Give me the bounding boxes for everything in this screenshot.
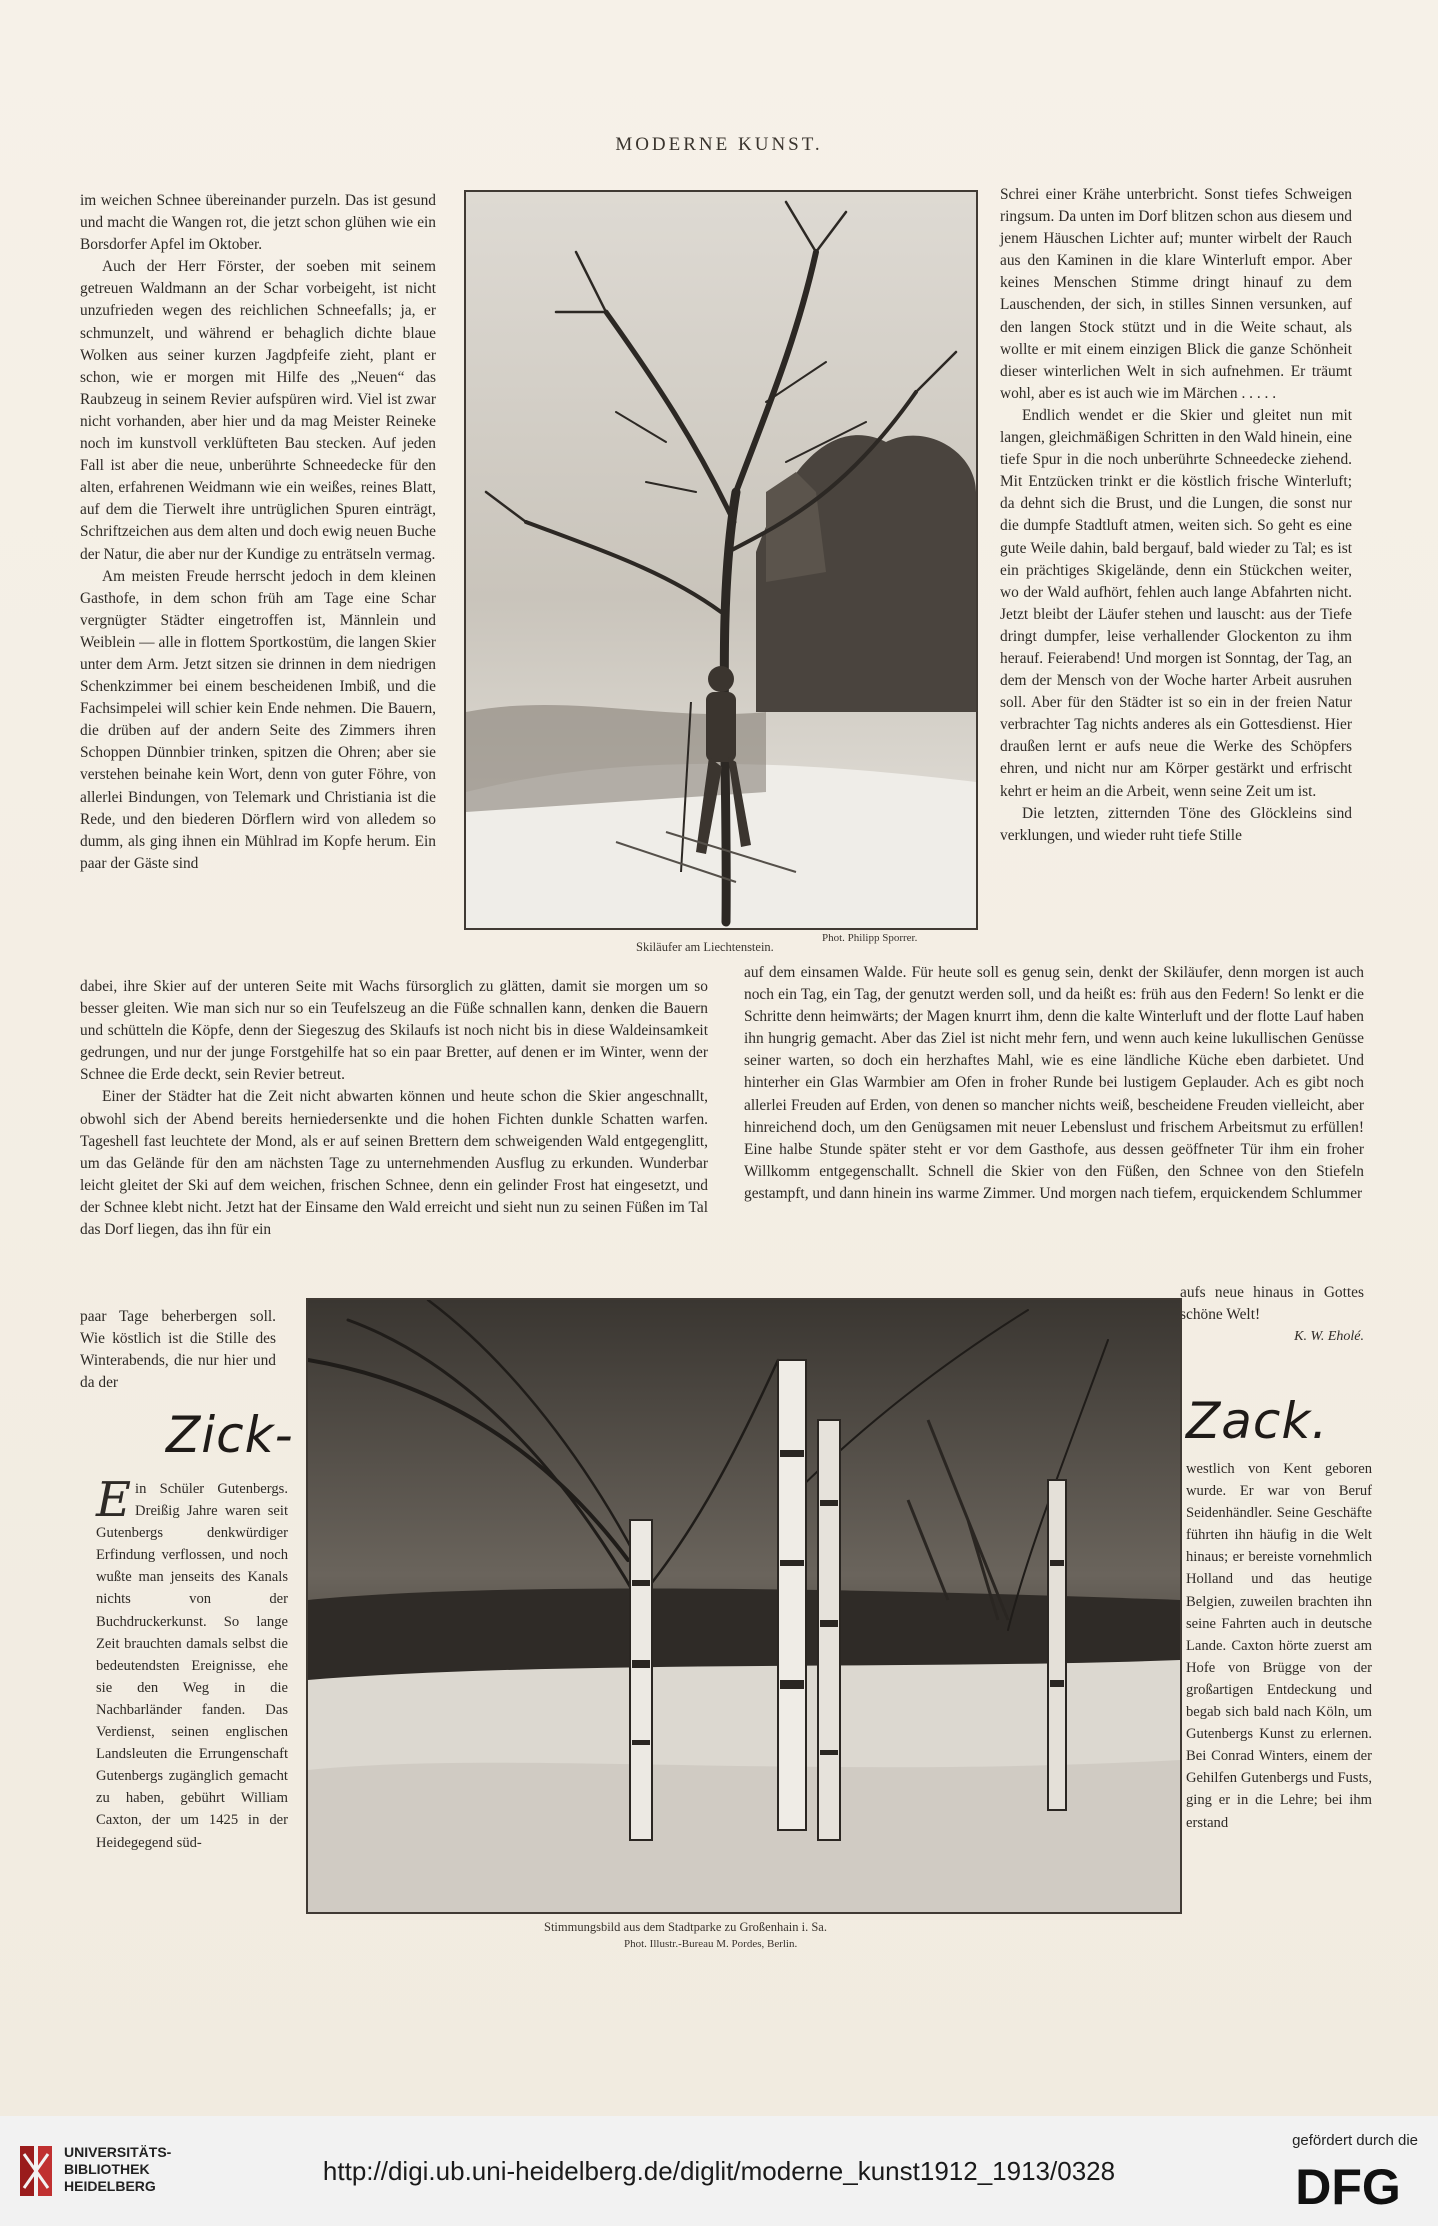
paragraph: paar Tage beherbergen soll. Wie köstlich ist die Stille des Winterabends, die nur hier und da der (80, 1308, 276, 1392)
paragraph: Auch der Herr Förster, der soeben mit seinem getreuen Waldmann an der Schar vorbeigeht, ist nicht unzufrieden wegen des reichlichen Schneefalls; ja, er schmunzelt, und während er behaglich dichte blaue Wolken aus seiner kurzen Jagdpfeife zieht, plant er schon, wie er morgen mit Hilfe des „Neuen“ das Raubzeug in seinem Revier aufspüren wird. Viel ist zwar nicht vorhanden, aber hier und da mag Meister Reineke noch im kunstvoll verklüfteten Bau stecken. Auf jeden Fall ist aber die neue, unberührte Schneedecke für den alten, erfahrenen Weidmann wie ein weißes, reines Blatt, auf dem die Tierwelt ihre untrüglichen Spuren einträgt, Schriftzeichen aus dem alten und doch ewig neuen Buche der Natur, die aber nur der Kundige zu enträtseln vermag. (80, 258, 436, 563)
paragraph: dabei, ihre Skier auf der unteren Seite mit Wachs fürsorglich zu glätten, damit sie morgen um so besser gleiten. Wie man sich nur so ein Teufelszeug an die Füße schnallen kann, denken die Bauern und schütteln die Köpfe, denn der Siegeszug des Skilaufs ist noch nicht bis in diese Waldeinsamkeit gedrungen, und nur der junge Forstgehilfe hat so ein paar Bretter, auf denen er im Winter, wenn der Schnee die Erde deckt, sein Revier betreut. (80, 978, 708, 1084)
skier-photo (464, 190, 978, 930)
zickzack-title-right: Zack. (1186, 1392, 1329, 1450)
article-left-short-text (80, 1306, 276, 1394)
page-header: MODERNE KUNST. (615, 134, 823, 155)
paragraph: Endlich wendet er die Skier und gleitet nun mit langen, gleichmäßigen Schritten in den Wald hinein, eine tiefe Spur in die noch unberührte Schneedecke ziehend. Mit Entzücken trinkt er die köstlich frische Winterluft; da dehnt sich die Brust, und die Lungen, die sonst nur die dumpfe Stadtluft atmen, weiten sich. So geht es eine gute Weile dahin, bald bergauf, bald wieder zu Tal; es ist ein prächtiges Skigelände, denn ein Stückchen weiter, wo der Wald aufhört, fehlen auch lange Abfahrten nicht. Jetzt bleibt der Läufer stehen und lauscht: aus der Tiefe dringt dumpfer, leise verhallender Glockenton zu ihm herauf. Feierabend! Und morgen ist Sonntag, der Tag, an dem der Mensch von der Woche harter Arbeit ausruhen soll. Aber für den Städter ist so ein in der freien Natur verbrachter Tag nichts anderes als ein Gottesdienst. Hier draußen lernt er aufs neue die Werke des Schöpfers ehren, und nicht nur am Körper gestärkt und erfrischt kehrt er heim an die Arbeit, wenn seine Zeit um ist. (1000, 406, 1352, 800)
author-signature: K. W. Eholé. (1294, 1329, 1364, 1345)
zickzack-left-text: in Schüler Gutenbergs. Dreißig Jahre waren seit Gutenbergs denkwürdiger Erfindung verflossen, und noch wußte man jenseits des Kanals nichts von der Buchdruckerkunst. So lange Zeit brauchten damals selbst die bedeutendsten Ereignisse, ehe sie den Weg in die Nachbarländer fanden. Das Verdienst, seinen englischen Landsleuten die Errungenschaft Gutenbergs zugänglich gemacht zu haben, gebührt William Caxton, der um 1425 in der Heidegegend süd- (96, 1481, 288, 1851)
skier-photo-image (466, 192, 976, 928)
article-right-short-text (1180, 1282, 1364, 1348)
birch-park-photo (306, 1298, 1182, 1914)
zickzack-left-column (96, 1472, 288, 1854)
article-left-column (80, 190, 436, 875)
decorative-initial: E (96, 1472, 132, 1528)
article-right-column (1000, 184, 1352, 847)
zickzack-right-column (1186, 1458, 1372, 1834)
permalink-url[interactable]: http://digi.ub.uni-heidelberg.de/diglit/moderne_kunst1912_1913/0328 (322, 2156, 1116, 2186)
dfg-logo-text: DFG (1295, 2159, 1401, 2212)
footer-bar (0, 2116, 1438, 2226)
zickzack-title-left: Zick- (166, 1406, 294, 1464)
paragraph: Einer der Städter hat die Zeit nicht abwarten können und heute schon die Skier angeschnallt, obwohl sich der Abend bereits herniedersenkte und die hohen Fichten dunkle Schatten warfen. Tageshell fast leuchtete der Mond, als er auf seinen Brettern dem schweigenden Wald entgegenglitt, um das Gelände für den am nächsten Tage zu unternehmenden Ausflug zu erkunden. Wunderbar leicht gleitet der Ski auf dem weichen, frischen Schnee, denn ein gelinder Frost hat eingesetzt, und der Schnee klebt nicht. Jetzt hat der Einsame den Wald erreicht und sieht nun zu seinen Füßen im Tal das Dorf liegen, das ihn für ein (80, 1088, 708, 1239)
paragraph: auf dem einsamen Walde. Für heute soll es genug sein, denkt der Skiläufer, denn morgen ist auch noch ein Tag, ein Tag, der genutzt werden soll, und da heißt es: früh aus den Federn! So lenkt er die Schritte denn heimwärts; der Magen knurrt ihm, denn die kalte Winterluft und der flotte Lauf haben ihn hungrig gemacht. Aber das Ziel ist nicht mehr fern, und wenn auch keine lukullischen Genüsse seiner warten, so doch ein herzhaftes Mahl, wie es eine ländliche Küche eben darbietet. Und hinterher ein Glas Warmbier am Ofen in froher Runde bei lustigem Geplauder. Ach es gibt noch allerlei Freuden auf Erden, von denen so mancher nichts weiß, bescheidene Freuden vielleicht, aber hinreichend doch, um den Genügsamen mit neuer Lebenslust und frischem Arbeitsmut zu erfüllen! Eine halbe Stunde später steht er vor dem Gasthofe, aus dessen geöffneter Tür ihm ein froher Willkomm entgegenschallt. Schnell die Skier von den Füßen, den Schnee von den Stiefeln gestampft, und dann hinein ins warme Zimmer. Und morgen nach tiefem, erquickendem Schlummer (744, 964, 1364, 1202)
paragraph (96, 1472, 288, 1854)
paragraph: Am meisten Freude herrscht jedoch in dem kleinen Gasthofe, in dem schon früh am Tage eine Schar vergnügter Städter eingetroffen ist, Männlein und Weiblein — alle in flottem Sportkostüm, die langen Skier unter dem Arm. Jetzt sitzen sie drinnen in dem niedrigen Schenkzimmer bei einem bescheidenen Imbiß, und die Fachsimpelei will schier kein Ende nehmen. Die Bauern, die drüben auf der andern Seite des Zimmers ihren Schoppen Dünnbier trinken, spitzen die Ohren; aber sie verstehen beinahe kein Wort, denn von guter Föhre, von allerlei Bindungen, von Telemark und Christiania ist die Rede, und den biederen Dörflern wird von alledem so dumm, als ging ihnen ein Mühlrad im Kopfe herum. Ein paar der Gäste sind (80, 567, 436, 872)
zickzack-right-text: westlich von Kent geboren wurde. Er war von Beruf Seidenhändler. Seine Geschäfte führten ihn häufig in die Welt hinaus; er bereiste vornehmlich Holland und das heutige Belgien, zuweilen brachten ihn seine Fahrten auch in deutsche Lande. Caxton hörte zuerst am Hofe von Brügge von der großartigen Entdeckung und begab sich bald nach Köln, um Gutenbergs Kunst zu erlernen. Bei Conrad Winters, einem der Gehilfen Gutenbergs und Fusts, ging er in die Lehre; bei ihm erstand (1186, 1461, 1372, 1831)
sponsor-note: gefördert durch die (1292, 2132, 1418, 2149)
birch-park-photo-image (308, 1300, 1180, 1912)
paragraph: Schrei einer Krähe unterbricht. Sonst tiefes Schweigen ringsum. Da unten im Dorf blitzen schon aus diesem und jenem Häuschen Lichter auf; munter wirbelt der Rauch aus den Kaminen in die klare Winterluft empor. Aber keines Menschen Stimme dringt hinauf zu dem Lauschenden, der sich, in stilles Sinnen versunken, auf den langen Stock stützt und in die Weite schaut, als wollte er mit einem einzigen Blick die ganze Schönheit dieser winterlichen Welt in sich aufnehmen. Er träumt wohl, aber es ist auch wie im Märchen . . . . . (1000, 186, 1352, 402)
university-library-name: UNIVERSITÄTS- BIBLIOTHEK HEIDELBERG (64, 2144, 172, 2194)
skier-photo-credit: Phot. Philipp Sporrer. (822, 932, 918, 944)
paragraph: Die letzten, zitternden Töne des Glöckleins sind verklungen, und wieder ruht tiefe Stille (1000, 804, 1352, 844)
skier-photo-caption: Skiläufer am Liechtenstein. (636, 940, 774, 954)
birch-photo-caption: Stimmungsbild aus dem Stadtparke zu Großenhain i. Sa. (544, 1920, 827, 1934)
paragraph: im weichen Schnee übereinander purzeln. Das ist gesund und macht die Wangen rot, die jetzt schon glühen wie ein Borsdorfer Apfel im Oktober. (80, 192, 436, 254)
article-left-wide-text (80, 976, 708, 1241)
paragraph: aufs neue hinaus in Gottes schöne Welt! (1180, 1284, 1364, 1324)
birch-photo-credit: Phot. Illustr.-Bureau M. Pordes, Berlin. (624, 1938, 798, 1950)
dfg-logo (1278, 2156, 1418, 2212)
article-right-wide-text (744, 962, 1364, 1205)
